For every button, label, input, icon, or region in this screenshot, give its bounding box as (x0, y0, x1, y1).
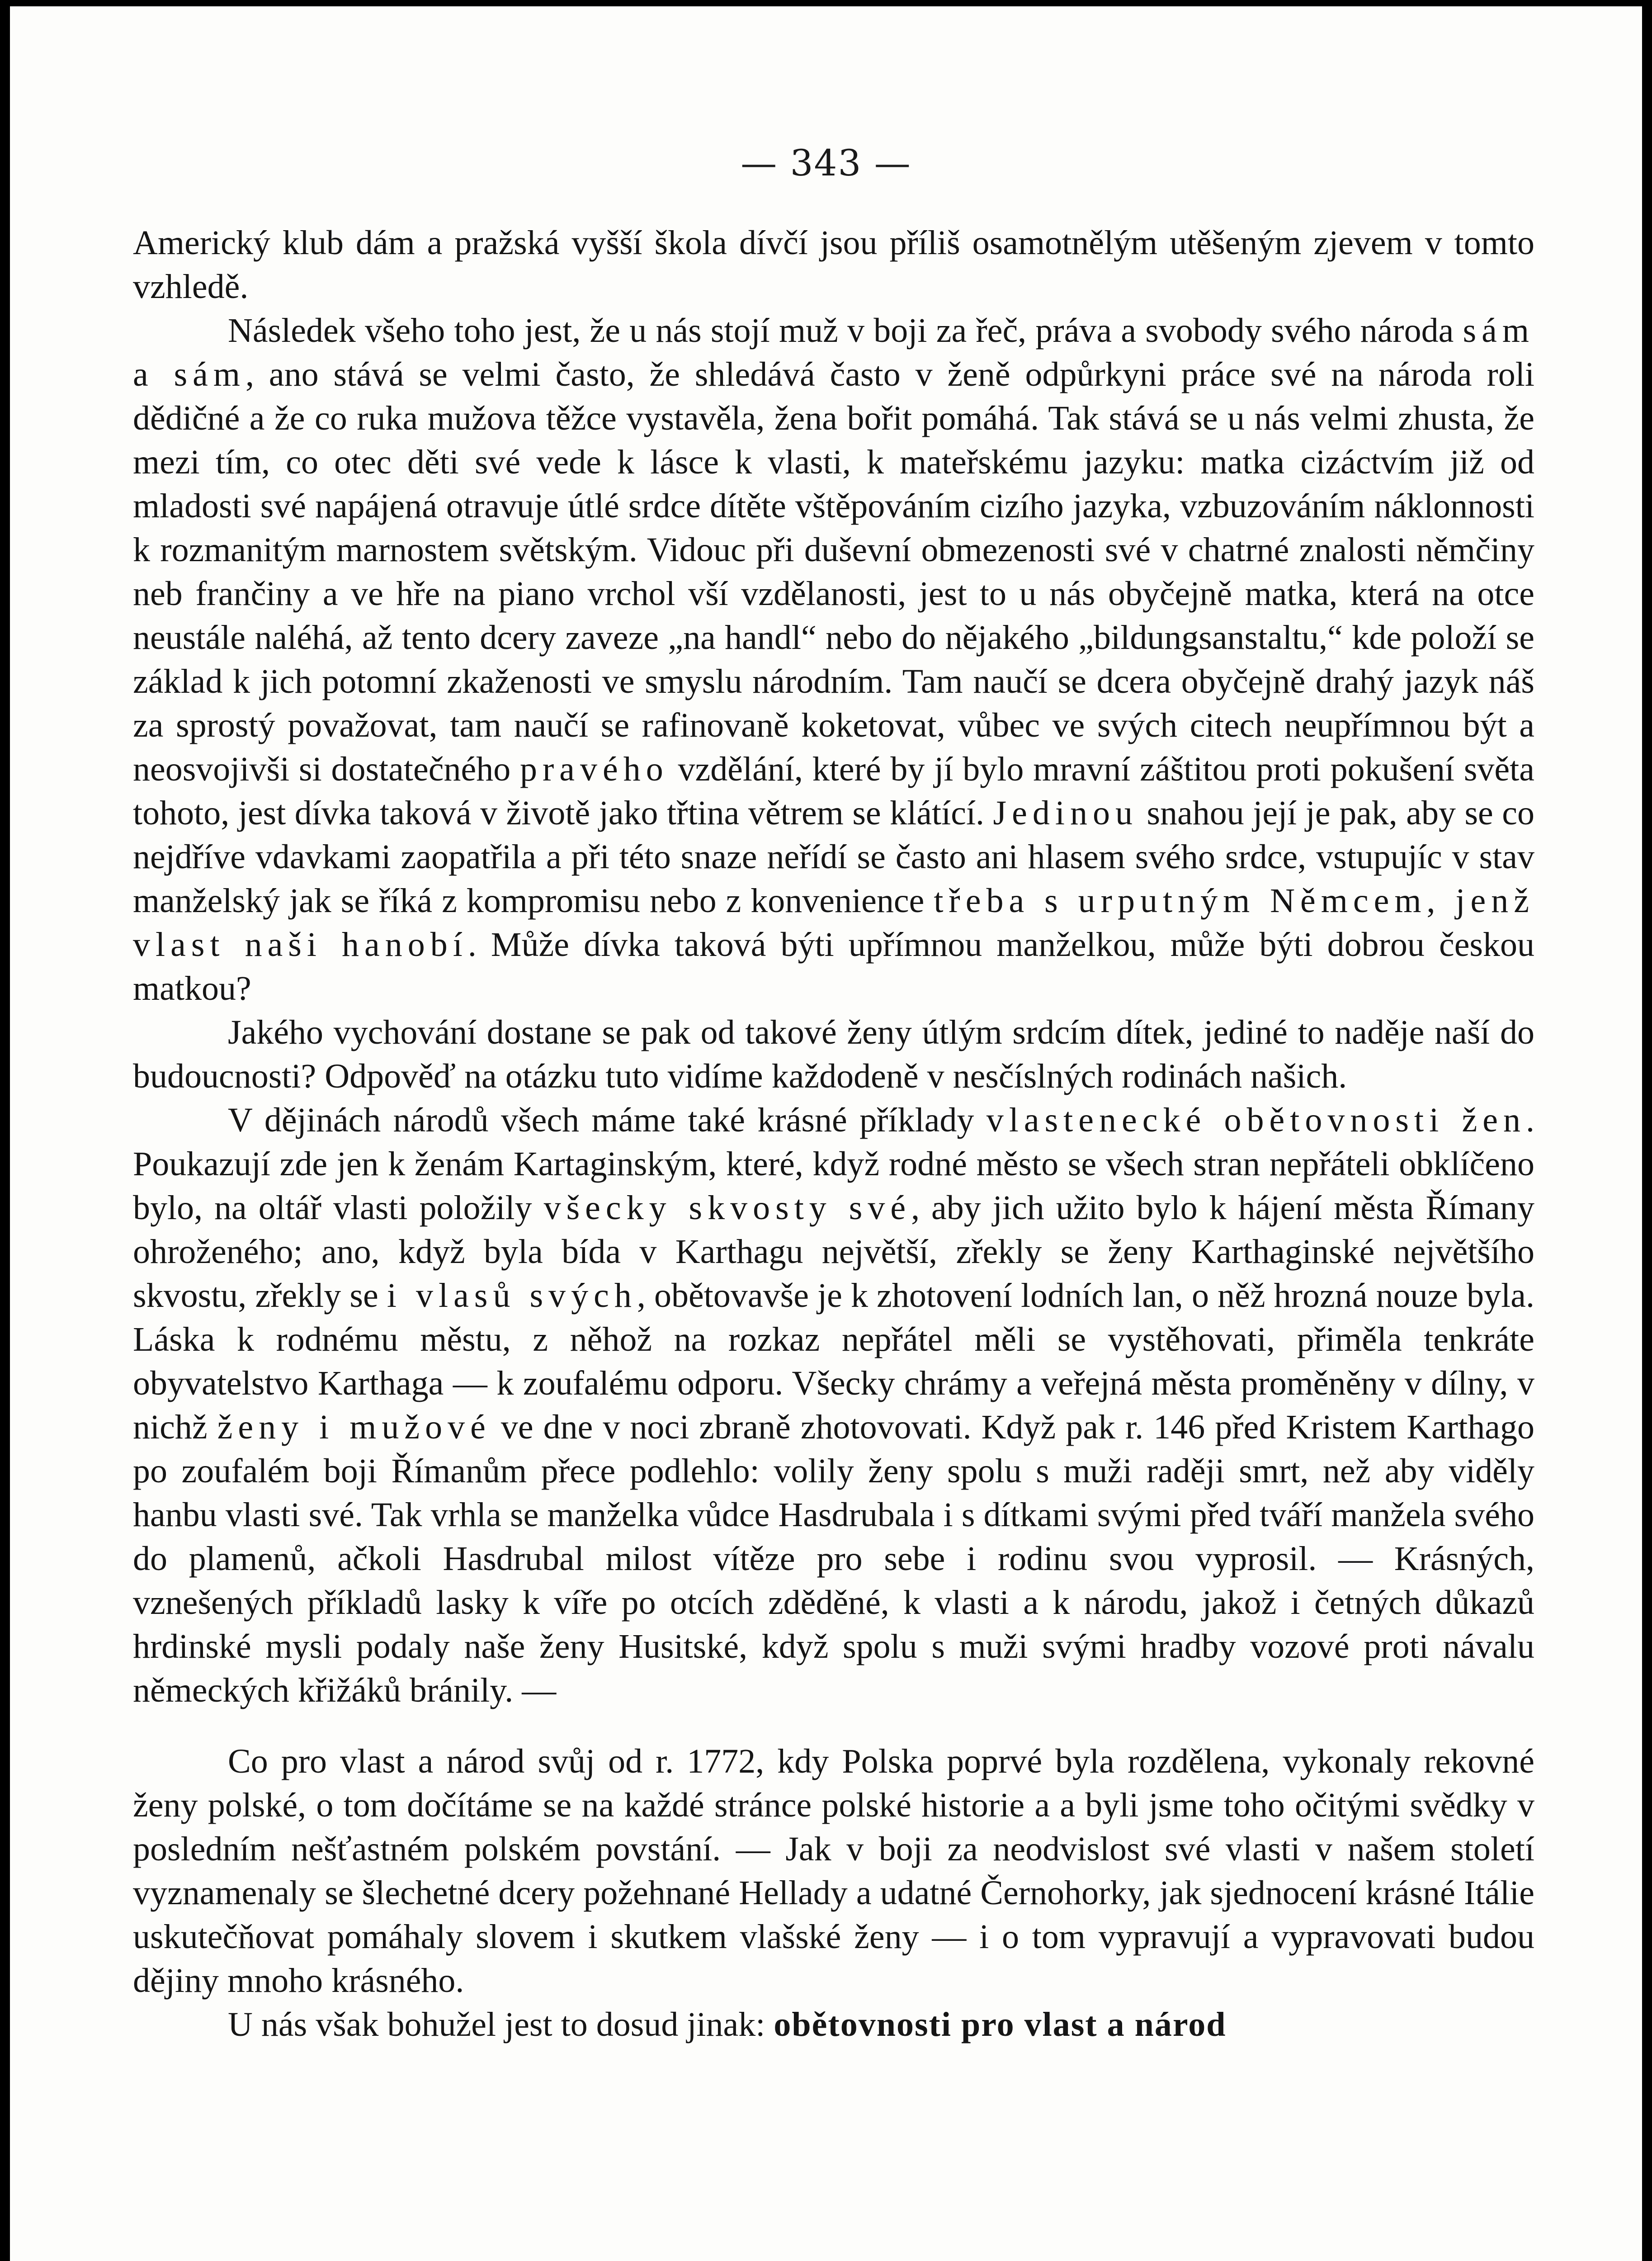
emphasized-text-run: pravého (520, 750, 669, 788)
paragraph (133, 309, 1534, 1011)
text-run: , ano stává se velmi často, že shledává často v ženě odpůrkyni práce své na národa roli dědičné a že co ruka mužova těžce vystavěla, žena bořit pomáhá. Tak stává se u nás velmi zhusta, že mezi tím, co otec děti své vede k lásce k vlasti, k mateřskému jazyku: matka cizáctvím již od mladosti své napájená otravuje útlé srdce dítěte vštěpováním cizího jazyka, vzbuzováním náklonnosti k rozmanitým marnostem světským. Vidouc při duševní obmezenosti své v chatrné znalosti němčiny neb frančiny a ve hře na piano vrchol vší vzdělanosti, jest to u nás obyčejně matka, která na otce neustále naléhá, až tento dcery zaveze „na handl“ nebo do nějakého „bildungsanstaltu,“ kde položí se základ k jich potomní zkaženosti ve smyslu národním. Tam naučí se dcera obyčejně drahý jazyk náš za sprostý považovat, tam naučí se rafinovaně koketovat, vůbec ve svých citech neupřímnou být a neosvojivši si dostatečného (133, 355, 1535, 788)
paragraph (133, 2003, 1534, 2047)
text-run: Americký klub dám a pražská vyšší škola dívčí jsou příliš osamotnělým utěšeným zjevem v tomto vzhledě. (133, 224, 1534, 306)
text-run: . Poukazují zde jen k ženám Kartaginským, které, když rodné město se všech stran nepřáteli obklíčeno bylo, na oltář vlasti položily (133, 1101, 1535, 1227)
paragraph (133, 1740, 1534, 2003)
text-run: , aby jich užito bylo k hájení města Římany ohroženého; ano, když byla bída v Karthagu největší, zřekly se ženy Karthaginské největšího skvostu, zřekly se (133, 1189, 1534, 1315)
paragraph (133, 221, 1534, 309)
text-run: Následek všeho toho jest, že u nás stojí muž v boji za řeč, práva a svobody svého národa (228, 312, 1463, 350)
emphasized-text-run: všecky skvosty své (543, 1189, 911, 1227)
emphasized-text-run: ženy i mužové (217, 1408, 491, 1446)
text-run: Jakého vychování dostane se pak od takové ženy útlým srdcím dítek, jediné to naděje naší do budoucnosti? Odpověď na otázku tuto vidíme každodeně v nesčíslných rodinách našich. (133, 1013, 1534, 1095)
body-text (133, 221, 1534, 2047)
bold-text-run: obětovnosti pro vlast a národ (774, 2006, 1227, 2043)
text-run: vzdělání, které by jí bylo mravní záštitou proti pokušení světa tohoto, jest dívka taková v životě jako třtina větrem se klátící. (133, 750, 1534, 832)
paragraph (133, 1098, 1534, 1712)
emphasized-text-run: Jedinou (993, 794, 1138, 832)
text-run: snahou její je pak, aby se co nejdříve vdavkami zaopatřila a při této snaze neřídí se často ani hlasem svého srdce, vstupujíc v stav manželský jak se říká z kompromisu nebo z konvenience (133, 794, 1534, 920)
text-run: . Může dívka taková býti upřímnou manželkou, může býti dobrou českou matkou? (133, 926, 1535, 1008)
emphasized-text-run: i vlasů svých (387, 1277, 637, 1315)
page-number: — 343 — (741, 142, 911, 184)
text-run: U nás však bohužel jest to dosud jinak: (228, 2006, 774, 2043)
emphasized-text-run: třeba s urputným Němcem, jenž vlast naši hanobí (133, 882, 1534, 964)
text-run: Co pro vlast a národ svůj od r. 1772, kdy Polska poprvé byla rozdělena, vykonaly rekovné ženy polské, o tom dočítáme se na každé stránce polské historie a a byli jsme toho očitými svědky v posledním nešťastném polském povstání. — Jak v boji za neodvislost své vlasti v našem století vyznamenaly se šlechetné dcery požehnané Hellady a udatné Černohorky, jak sjednocení krásné Itálie uskutečňovat pomáhaly slovem i skutkem vlašské ženy — i o tom vypravují a vypravovati budou dějiny mnoho krásného. (133, 1742, 1534, 2000)
text-run: ve dne v noci zbraně zhotovovati. Když pak r. 146 před Kristem Karthago po zoufalém boji Římanům přece podlehlo: volily ženy spolu s muži raději smrt, než aby viděly hanbu vlasti své. Tak vrhla se manželka vůdce Hasdrubala i s dítkami svými před tváří manžela svého do plamenů, ačkoli Hasdrubal milost vítěze pro sebe i rodinu svou vyprosil. — Krásných, vznešených příkladů lasky k víře po otcích zděděné, k vlasti a k národu, jakož i četných důkazů hrdinské mysli podaly naše ženy Husitské, když spolu s muži svými hradby vozové proti návalu německých křižáků bránily. — (133, 1408, 1534, 1709)
text-run: , obětovavše je k zhotovení lodních lan, o něž hrozná nouze byla. Láska k rodnému městu, z něhož na rozkaz nepřátel měli se vystěhovati, přiměla tenkráte obyvatelstvo Karthaga — k zoufalému odporu. Všecky chrámy a veřejná města proměněny v dílny, v nichž (133, 1277, 1535, 1446)
emphasized-text-run: vlastenecké obětovnosti žen (986, 1101, 1526, 1139)
text-run: V dějinách národů všech máme také krásné příklady (228, 1101, 986, 1139)
paragraph (133, 1011, 1534, 1098)
book-page (10, 6, 1642, 2261)
emphasized-text-run: sám a sám (133, 312, 1534, 393)
